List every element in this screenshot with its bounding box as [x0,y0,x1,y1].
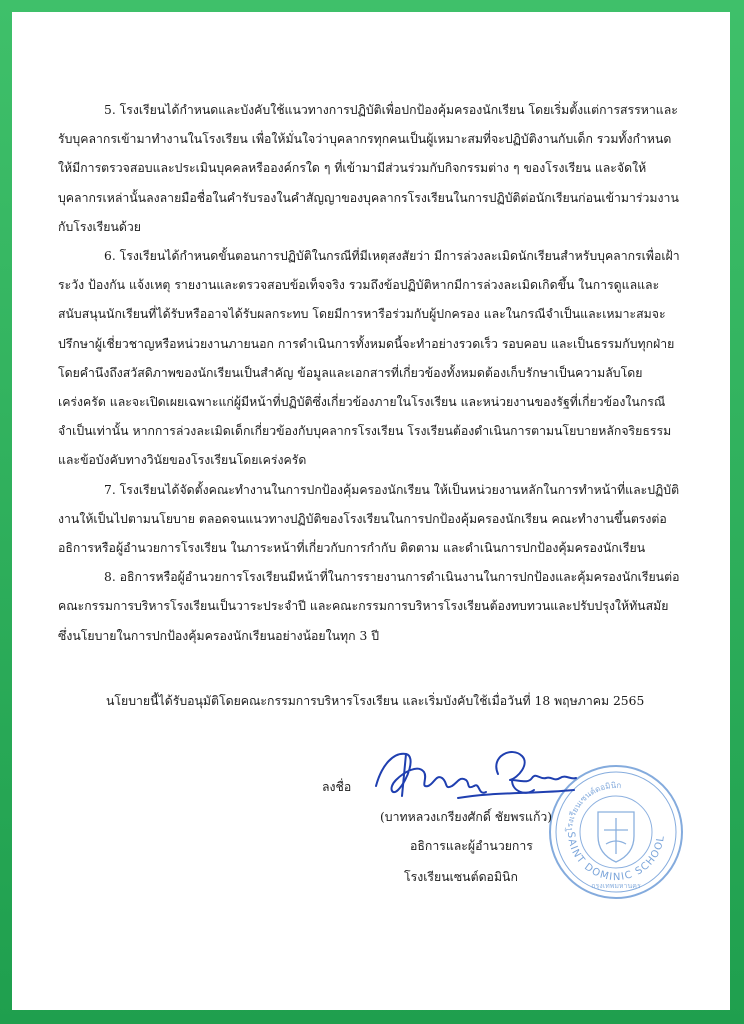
stamp-outer-text: SAINT DOMINIC SCHOOL [564,831,667,884]
signer-title: อธิการและผู้อำนวยการ [410,839,533,853]
text-line: รับบุคลากรเข้ามาทำงานในโรงเรียน เพื่อให้มั่นใจว่าบุคลากรทุกคนเป็นผู้เหมาะสมที่จะปฏิบัติงานกับเด็ก รวมทั้งกำหนด [58,132,672,147]
clause-5 [58,96,698,242]
text-line: ปรึกษาผู้เชี่ยวชาญหรือหน่วยงานภายนอก การดำเนินการทั้งหมดนี้จะทำอย่างรวดเร็ว รอบคอบ และเป็นธรรมกับทุกฝ่าย [58,336,675,351]
text-line: บุคลากรเหล่านั้นลงลายมือชื่อในคำรับรองในคำสัญญาของบุคลากรโรงเรียนในการปฏิบัติต่อนักเรียนก่อนเข้ามาร่วมงาน [58,190,679,205]
text-line: คณะกรรมการบริหารโรงเรียนเป็นวาระประจำปี และคณะกรรมการบริหารโรงเรียนต้องทบทวนและปรับปรุงให้ทันสมัย [58,599,669,614]
text-line: เคร่งครัด และจะเปิดเผยเฉพาะแก่ผู้มีหน้าที่ปฏิบัติซึ่งเกี่ยวข้องภายในโรงเรียน และหน่วยงานของรัฐที่เกี่ยวข้องในกรณี [58,395,666,410]
text-line: งานให้เป็นไปตามนโยบาย ตลอดจนแนวทางปฏิบัติของโรงเรียนในการปกป้องคุ้มครองนักเรียน คณะทำงานขึ้นตรงต่อ [58,511,667,526]
signer-name: (บาทหลวงเกรียงศักดิ์ ชัยพรแก้ว) [380,810,553,824]
text-line: อธิการหรือผู้อำนวยการโรงเรียน ในภาระหน้าที่เกี่ยวกับการกำกับ ติดตาม และดำเนินการปกป้องคุ้มครองนักเรียน [58,541,646,556]
text-line: และข้อบังคับทางวินัยของโรงเรียนโดยเคร่งครัด [58,453,307,468]
text-line: 6. โรงเรียนได้กำหนดขั้นตอนการปฏิบัติในกรณีที่มีเหตุสงสัยว่า มีการล่วงละเมิดนักเรียนสำหรับบุคลากรเพื่อเฝ้า [104,249,680,264]
policy-body [58,96,698,651]
text-line: ให้มีการตรวจสอบและประเมินบุคคลหรือองค์กรใด ๆ ที่เข้ามามีส่วนร่วมกับกิจกรรมต่าง ๆ ของโรงเรียน และจัดให้ [58,161,647,176]
sign-label: ลงชื่อ [322,780,352,794]
stamp-bottom-text: กรุงเทพมหานคร [591,882,641,890]
stamp-top-text: โรงเรียนเซนต์ดอมินิก [564,780,622,833]
text-line: ระวัง ป้องกัน แจ้งเหตุ รายงานและตรวจสอบข้อเท็จจริง รวมถึงข้อปฏิบัติหากมีการล่วงละเมิดเกิดขึ้น ในการดูแลและ [58,278,660,293]
policy-approval-note: นโยบายนี้ได้รับอนุมัติโดยคณะกรรมการบริหารโรงเรียน และเริ่มบังคับใช้เมื่อวันที่ 18 พฤษภาคม 2565 [106,694,645,708]
text-line: โดยคำนึงถึงสวัสดิภาพของนักเรียนเป็นสำคัญ ข้อมูลและเอกสารที่เกี่ยวข้องทั้งหมดต้องเก็บรักษาเป็นความลับโดย [58,365,643,380]
text-line: ซึ่งนโยบายในการปกป้องคุ้มครองนักเรียนอย่างน้อยในทุก 3 ปี [58,628,380,643]
signature-icon [362,734,592,814]
text-line: 8. อธิการหรือผู้อำนวยการโรงเรียนมีหน้าที่ในการรายงานการดำเนินงานในการปกป้องและคุ้มครองนักเรียนต่อ [104,570,680,585]
text-line: สนับสนุนนักเรียนที่ได้รับหรืออาจได้รับผลกระทบ โดยมีการหารือร่วมกับผู้ปกครอง และในกรณีจำเป็นและเหมาะสมจะ [58,307,666,322]
signer-school: โรงเรียนเซนต์ดอมินิก [404,870,518,884]
clause-7 [58,476,698,564]
clause-8 [58,563,698,651]
document-page [12,12,730,1010]
text-line: 7. โรงเรียนได้จัดตั้งคณะทำงานในการปกป้องคุ้มครองนักเรียน ให้เป็นหน่วยงานหลักในการทำหน้าที่และปฏิบัติ [104,482,680,497]
text-line: จำเป็นเท่านั้น หากการล่วงละเมิดเด็กเกี่ยวข้องกับบุคลากรโรงเรียน โรงเรียนต้องดำเนินการตามนโยบายหลักจริยธรรม [58,424,672,439]
text-line: 5. โรงเรียนได้กำหนดและบังคับใช้แนวทางการปฏิบัติเพื่อปกป้องคุ้มครองนักเรียน โดยเริ่มตั้งแต่การสรรหาและ [104,103,678,117]
clause-6 [58,242,698,476]
text-line: กับโรงเรียนด้วย [58,219,141,234]
crest-icon [598,812,634,862]
